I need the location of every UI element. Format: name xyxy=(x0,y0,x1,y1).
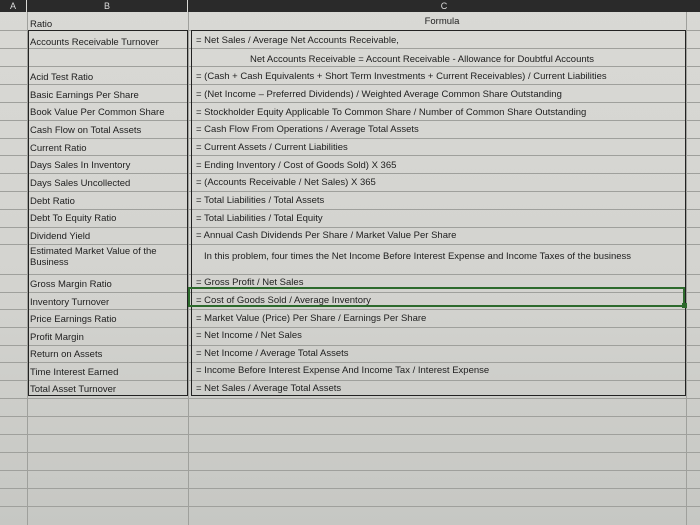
formula-cell[interactable]: = Net Sales / Average Total Assets xyxy=(196,383,342,394)
column-header-a[interactable]: A xyxy=(0,0,26,12)
formula-cell[interactable]: = Total Liabilities / Total Equity xyxy=(196,213,323,224)
formula-cell[interactable]: = (Net Income – Preferred Dividends) / Weighted Average Common Share Outstanding xyxy=(196,89,562,100)
ratio-cell[interactable]: Time Interest Earned xyxy=(30,367,119,378)
ratio-cell[interactable]: Inventory Turnover xyxy=(30,297,110,308)
formula-cell[interactable]: = Net Sales / Average Net Accounts Receivable, xyxy=(196,35,399,46)
formula-cell[interactable]: = Stockholder Equity Applicable To Common Share / Number of Common Share Outstanding xyxy=(196,107,587,118)
ratio-cell[interactable]: Cash Flow on Total Assets xyxy=(30,125,142,136)
formula-cell[interactable]: = Net Income / Average Total Assets xyxy=(196,348,349,359)
formula-cell[interactable]: = Cash Flow From Operations / Average Total Assets xyxy=(196,124,419,135)
ratio-header[interactable]: Ratio xyxy=(30,19,53,30)
ratio-cell[interactable]: Profit Margin xyxy=(30,332,84,343)
formula-cell[interactable]: = Gross Profit / Net Sales xyxy=(196,277,304,288)
selected-cell[interactable] xyxy=(188,287,685,307)
ratio-cell[interactable]: Days Sales In Inventory xyxy=(30,160,131,171)
formula-cell[interactable]: = Ending Inventory / Cost of Goods Sold) X 365 xyxy=(196,160,397,171)
fill-handle[interactable] xyxy=(682,303,687,308)
ratio-cell[interactable]: Price Earnings Ratio xyxy=(30,314,117,325)
formula-cell[interactable]: = Income Before Interest Expense And Income Tax / Interest Expense xyxy=(196,365,490,376)
formula-cell[interactable]: = Current Assets / Current Liabilities xyxy=(196,142,348,153)
ratio-cell[interactable]: Accounts Receivable Turnover xyxy=(30,37,159,48)
gridline xyxy=(188,12,189,525)
formula-cell[interactable]: = Net Income / Net Sales xyxy=(196,330,302,341)
gridline xyxy=(0,398,700,399)
ratio-cell[interactable]: Dividend Yield xyxy=(30,231,91,242)
ratio-cell[interactable]: Days Sales Uncollected xyxy=(30,178,131,189)
gridline xyxy=(0,452,700,453)
ratio-cell[interactable]: Book Value Per Common Share xyxy=(30,107,165,118)
formula-cell[interactable]: = (Cash + Cash Equivalents + Short Term Investments + Current Receivables) / Current Liabilities xyxy=(196,71,607,82)
ratio-cell[interactable]: Total Asset Turnover xyxy=(30,384,117,395)
ratio-cell[interactable]: Estimated Market Value of the Business xyxy=(30,246,157,268)
formula-header[interactable]: Formula xyxy=(424,16,460,27)
gridline xyxy=(0,470,700,471)
ratio-cell[interactable]: Basic Earnings Per Share xyxy=(30,90,139,101)
formula-cell[interactable]: = Cost of Goods Sold / Average Inventory xyxy=(196,295,371,306)
ratio-cell[interactable]: Current Ratio xyxy=(30,143,87,154)
ratio-cell[interactable]: Return on Assets xyxy=(30,349,103,360)
formula-cell[interactable]: Net Accounts Receivable = Account Receivable - Allowance for Doubtful Accounts xyxy=(250,54,595,65)
ratio-cell[interactable]: Debt To Equity Ratio xyxy=(30,213,117,224)
gridline xyxy=(0,434,700,435)
formula-cell[interactable]: = Market Value (Price) Per Share / Earnings Per Share xyxy=(196,313,427,324)
gridline xyxy=(0,488,700,489)
column-header-b[interactable]: B xyxy=(27,0,187,12)
gridline xyxy=(0,416,700,417)
column-header-c[interactable]: C xyxy=(188,0,700,12)
formula-cell[interactable]: = Annual Cash Dividends Per Share / Market Value Per Share xyxy=(196,230,457,241)
formula-cell[interactable]: = Total Liabilities / Total Assets xyxy=(196,195,325,206)
formula-cell[interactable]: = (Accounts Receivable / Net Sales) X 365 xyxy=(196,177,376,188)
ratio-cell[interactable]: Debt Ratio xyxy=(30,196,75,207)
gridline xyxy=(0,506,700,507)
formula-cell[interactable]: In this problem, four times the Net Income Before Interest Expense and Income Taxes of the business xyxy=(204,251,632,262)
ratio-cell[interactable]: Gross Margin Ratio xyxy=(30,279,112,290)
ratio-cell[interactable]: Acid Test Ratio xyxy=(30,72,94,83)
